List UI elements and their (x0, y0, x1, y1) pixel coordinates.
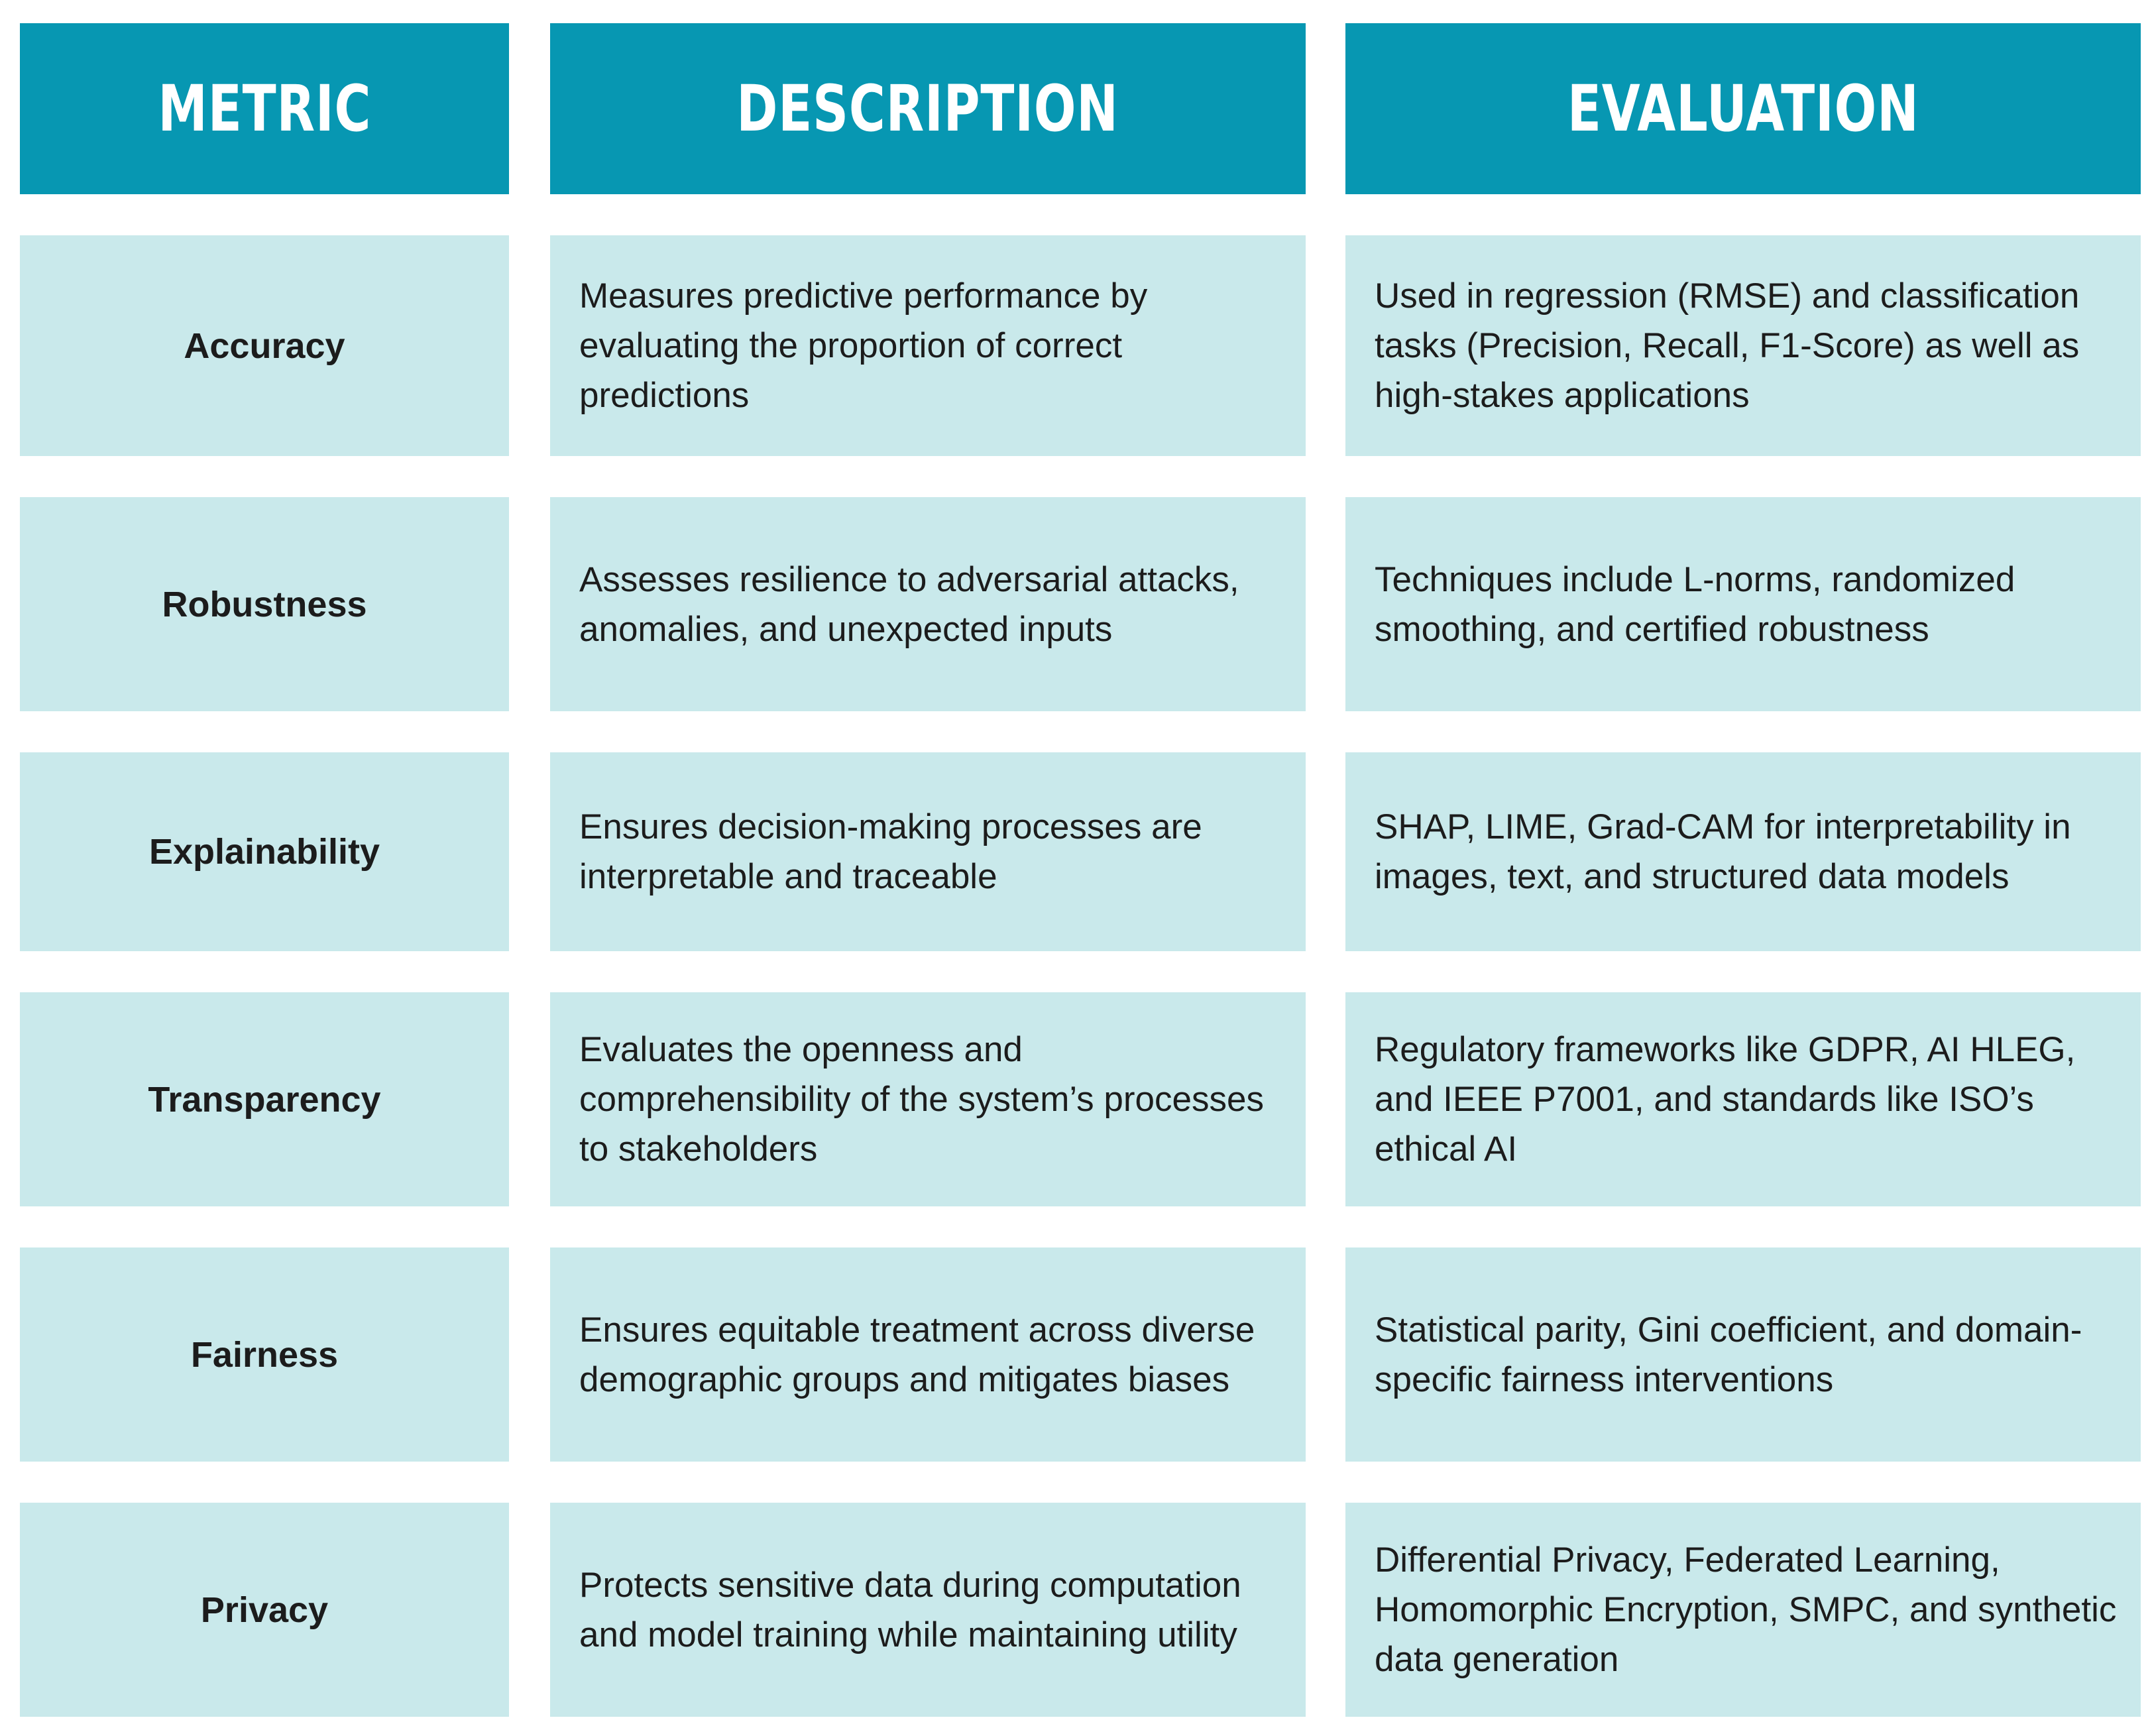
evaluation-cell (1345, 1247, 2141, 1462)
metric-cell (20, 1503, 509, 1717)
description-text: Evaluates the openness and comprehensibility of the system’s processes to stakeholders (579, 1030, 1264, 1169)
evaluation-cell (1345, 752, 2141, 951)
description-text: Ensures decision-making processes are interpretable and traceable (579, 807, 1202, 896)
metric-cell (20, 1247, 509, 1462)
header-metric-label: METRIC (158, 72, 371, 146)
metric-label: Accuracy (184, 325, 345, 366)
header-description (550, 23, 1306, 194)
metric-cell (20, 497, 509, 711)
evaluation-cell (1345, 1503, 2141, 1717)
header-evaluation-label: EVALUATION (1567, 72, 1919, 146)
metric-label: Robustness (162, 584, 367, 624)
evaluation-text: Statistical parity, Gini coefficient, and domain-specific fairness interventions (1375, 1310, 2082, 1399)
evaluation-cell (1345, 235, 2141, 456)
description-cell (550, 992, 1306, 1206)
metric-label: Privacy (200, 1590, 329, 1630)
metric-label: Transparency (148, 1079, 381, 1120)
description-cell (550, 497, 1306, 711)
description-text: Ensures equitable treatment across diverse demographic groups and mitigates biases (579, 1310, 1255, 1399)
description-cell (550, 1503, 1306, 1717)
header-evaluation (1345, 23, 2141, 194)
evaluation-text: Used in regression (RMSE) and classification tasks (Precision, Recall, F1-Score) as well as high-stakes applications (1375, 276, 2080, 415)
description-cell (550, 235, 1306, 456)
evaluation-text: Regulatory frameworks like GDPR, AI HLEG, and IEEE P7001, and standards like ISO’s ethical AI (1375, 1030, 2076, 1169)
evaluation-text: SHAP, LIME, Grad-CAM for interpretability in images, text, and structured data models (1375, 807, 2071, 896)
metric-cell (20, 752, 509, 951)
description-text: Protects sensitive data during computation and model training while maintaining utility (579, 1565, 1241, 1654)
header-description-label: DESCRIPTION (736, 72, 1119, 146)
header-metric (20, 23, 509, 194)
metric-label: Fairness (190, 1334, 339, 1375)
evaluation-cell (1345, 497, 2141, 711)
description-text: Measures predictive performance by evaluating the proportion of correct predictions (579, 276, 1148, 415)
metric-cell (20, 992, 509, 1206)
description-cell (550, 1247, 1306, 1462)
description-cell (550, 752, 1306, 951)
evaluation-text: Techniques include L-norms, randomized smoothing, and certified robustness (1375, 559, 2015, 649)
evaluation-text: Differential Privacy, Federated Learning, Homomorphic Encryption, SMPC, and synthetic data generation (1375, 1540, 2117, 1679)
description-text: Assesses resilience to adversarial attacks, anomalies, and unexpected inputs (579, 559, 1239, 649)
metric-cell (20, 235, 509, 456)
evaluation-cell (1345, 992, 2141, 1206)
metric-label: Explainability (148, 832, 380, 872)
